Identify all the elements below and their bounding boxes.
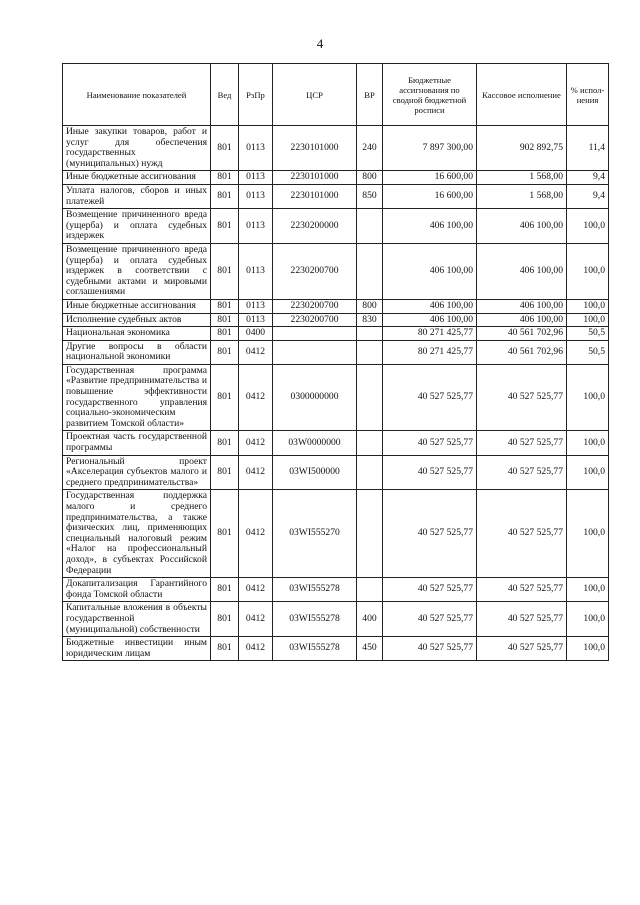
cell-fact: 1 568,00 <box>477 171 567 185</box>
cell-rzpr: 0412 <box>239 602 273 637</box>
cell-vr <box>357 327 383 341</box>
cell-vr: 800 <box>357 299 383 313</box>
cell-name: Исполнение судебных актов <box>63 313 211 327</box>
cell-vr: 850 <box>357 184 383 208</box>
table-row <box>63 578 609 602</box>
cell-rzpr: 0412 <box>239 340 273 364</box>
cell-name: Капитальные вложения в объекты государственной (муниципальной) собственности <box>63 602 211 637</box>
cell-rzpr: 0412 <box>239 455 273 490</box>
cell-fact: 406 100,00 <box>477 209 567 244</box>
cell-csr: 03WI555278 <box>273 637 357 661</box>
table-body <box>63 126 609 661</box>
cell-name: Проектная часть государственной программы <box>63 431 211 455</box>
page-number: 4 <box>316 36 324 51</box>
cell-ved: 801 <box>211 431 239 455</box>
table-row <box>63 431 609 455</box>
table-row <box>63 126 609 171</box>
cell-pct: 100,0 <box>567 364 609 431</box>
table-row <box>63 340 609 364</box>
cell-fact: 40 527 525,77 <box>477 578 567 602</box>
cell-rzpr: 0113 <box>239 299 273 313</box>
cell-vr: 240 <box>357 126 383 171</box>
table-row <box>63 209 609 244</box>
cell-csr <box>273 327 357 341</box>
cell-rzpr: 0113 <box>239 243 273 299</box>
cell-pct: 100,0 <box>567 209 609 244</box>
cell-fact: 406 100,00 <box>477 299 567 313</box>
cell-pct: 100,0 <box>567 299 609 313</box>
table-row <box>63 364 609 431</box>
cell-fact: 40 527 525,77 <box>477 637 567 661</box>
header-pct: % испол-нения <box>567 64 609 126</box>
cell-rzpr: 0113 <box>239 209 273 244</box>
cell-fact: 40 527 525,77 <box>477 455 567 490</box>
cell-csr: 0300000000 <box>273 364 357 431</box>
cell-ved: 801 <box>211 490 239 578</box>
cell-plan: 16 600,00 <box>383 171 477 185</box>
cell-plan: 40 527 525,77 <box>383 455 477 490</box>
header-name: Наименование показателей <box>63 64 211 126</box>
cell-plan: 16 600,00 <box>383 184 477 208</box>
cell-name: Другие вопросы в области национальной экономики <box>63 340 211 364</box>
cell-pct: 100,0 <box>567 431 609 455</box>
cell-ved: 801 <box>211 243 239 299</box>
cell-pct: 100,0 <box>567 602 609 637</box>
cell-fact: 406 100,00 <box>477 313 567 327</box>
cell-ved: 801 <box>211 171 239 185</box>
cell-vr: 450 <box>357 637 383 661</box>
table-row <box>63 171 609 185</box>
cell-pct: 9,4 <box>567 184 609 208</box>
cell-plan: 7 897 300,00 <box>383 126 477 171</box>
cell-name: Возмещение причиненного вреда (ущерба) и оплата судебных издержек в соответствии с судебными актами и мировыми соглашениями <box>63 243 211 299</box>
cell-plan: 406 100,00 <box>383 313 477 327</box>
cell-ved: 801 <box>211 313 239 327</box>
cell-csr: 2230200700 <box>273 243 357 299</box>
cell-fact: 40 527 525,77 <box>477 490 567 578</box>
cell-rzpr: 0412 <box>239 431 273 455</box>
cell-pct: 100,0 <box>567 455 609 490</box>
cell-plan: 40 527 525,77 <box>383 637 477 661</box>
header-ved: Вед <box>211 64 239 126</box>
cell-plan: 406 100,00 <box>383 243 477 299</box>
table-row <box>63 637 609 661</box>
table-row <box>63 243 609 299</box>
cell-vr <box>357 364 383 431</box>
cell-fact: 40 527 525,77 <box>477 602 567 637</box>
cell-pct: 50,5 <box>567 340 609 364</box>
cell-csr <box>273 340 357 364</box>
cell-vr: 400 <box>357 602 383 637</box>
cell-csr: 03WI555270 <box>273 490 357 578</box>
cell-ved: 801 <box>211 455 239 490</box>
cell-csr: 2230101000 <box>273 171 357 185</box>
cell-name: Государственная поддержка малого и среднего предпринимательства, а также физических лиц, применяющих специальный налоговый режим «Налог на профессиональный доход», в субъектах Российской Федерации <box>63 490 211 578</box>
table-row <box>63 490 609 578</box>
cell-pct: 11,4 <box>567 126 609 171</box>
header-rzpr: РзПр <box>239 64 273 126</box>
cell-ved: 801 <box>211 637 239 661</box>
cell-plan: 40 527 525,77 <box>383 578 477 602</box>
cell-csr: 03WI555278 <box>273 602 357 637</box>
cell-vr <box>357 455 383 490</box>
cell-name: Региональный проект «Акселерация субъектов малого и среднего предпринимательства» <box>63 455 211 490</box>
cell-rzpr: 0113 <box>239 171 273 185</box>
table-row <box>63 602 609 637</box>
cell-ved: 801 <box>211 209 239 244</box>
cell-ved: 801 <box>211 340 239 364</box>
table-row <box>63 299 609 313</box>
cell-fact: 902 892,75 <box>477 126 567 171</box>
cell-rzpr: 0113 <box>239 126 273 171</box>
header-plan: Бюджетные ассигнования по сводной бюджетной росписи <box>383 64 477 126</box>
budget-execution-table <box>62 63 609 661</box>
cell-plan: 406 100,00 <box>383 299 477 313</box>
cell-pct: 100,0 <box>567 637 609 661</box>
cell-vr <box>357 431 383 455</box>
cell-name: Национальная экономика <box>63 327 211 341</box>
cell-vr <box>357 340 383 364</box>
cell-csr: 03WI555278 <box>273 578 357 602</box>
cell-pct: 100,0 <box>567 313 609 327</box>
cell-name: Возмещение причиненного вреда (ущерба) и оплата судебных издержек <box>63 209 211 244</box>
cell-csr: 03WI500000 <box>273 455 357 490</box>
cell-name: Докапитализация Гарантийного фонда Томской области <box>63 578 211 602</box>
cell-csr: 2230101000 <box>273 126 357 171</box>
cell-pct: 9,4 <box>567 171 609 185</box>
cell-ved: 801 <box>211 184 239 208</box>
table-row <box>63 313 609 327</box>
cell-rzpr: 0113 <box>239 184 273 208</box>
cell-fact: 40 527 525,77 <box>477 431 567 455</box>
cell-csr: 2230101000 <box>273 184 357 208</box>
header-fact: Кассовое исполнение <box>477 64 567 126</box>
cell-ved: 801 <box>211 602 239 637</box>
cell-plan: 40 527 525,77 <box>383 364 477 431</box>
cell-plan: 40 527 525,77 <box>383 602 477 637</box>
table-row <box>63 455 609 490</box>
header-vr: ВР <box>357 64 383 126</box>
table-header <box>63 64 609 126</box>
cell-vr <box>357 209 383 244</box>
cell-plan: 80 271 425,77 <box>383 340 477 364</box>
cell-fact: 40 527 525,77 <box>477 364 567 431</box>
cell-fact: 1 568,00 <box>477 184 567 208</box>
cell-vr: 800 <box>357 171 383 185</box>
cell-vr: 830 <box>357 313 383 327</box>
cell-ved: 801 <box>211 364 239 431</box>
cell-plan: 406 100,00 <box>383 209 477 244</box>
cell-csr: 03W0000000 <box>273 431 357 455</box>
cell-pct: 100,0 <box>567 490 609 578</box>
cell-rzpr: 0412 <box>239 578 273 602</box>
cell-rzpr: 0412 <box>239 490 273 578</box>
cell-fact: 40 561 702,96 <box>477 327 567 341</box>
cell-pct: 100,0 <box>567 243 609 299</box>
header-csr: ЦСР <box>273 64 357 126</box>
cell-csr: 2230200700 <box>273 313 357 327</box>
cell-name: Бюджетные инвестиции иным юридическим лицам <box>63 637 211 661</box>
cell-pct: 50,5 <box>567 327 609 341</box>
cell-name: Иные бюджетные ассигнования <box>63 299 211 313</box>
cell-plan: 40 527 525,77 <box>383 490 477 578</box>
cell-fact: 406 100,00 <box>477 243 567 299</box>
cell-rzpr: 0412 <box>239 637 273 661</box>
table-row <box>63 327 609 341</box>
cell-name: Иные бюджетные ассигнования <box>63 171 211 185</box>
cell-vr <box>357 243 383 299</box>
cell-fact: 40 561 702,96 <box>477 340 567 364</box>
cell-vr <box>357 490 383 578</box>
cell-rzpr: 0113 <box>239 313 273 327</box>
cell-rzpr: 0412 <box>239 364 273 431</box>
cell-plan: 40 527 525,77 <box>383 431 477 455</box>
cell-csr: 2230200000 <box>273 209 357 244</box>
cell-vr <box>357 578 383 602</box>
table-row <box>63 184 609 208</box>
cell-name: Иные закупки товаров, работ и услуг для обеспечения государственных (муниципальных) нужд <box>63 126 211 171</box>
cell-ved: 801 <box>211 299 239 313</box>
cell-pct: 100,0 <box>567 578 609 602</box>
cell-ved: 801 <box>211 327 239 341</box>
cell-ved: 801 <box>211 578 239 602</box>
cell-rzpr: 0400 <box>239 327 273 341</box>
cell-ved: 801 <box>211 126 239 171</box>
cell-csr: 2230200700 <box>273 299 357 313</box>
cell-plan: 80 271 425,77 <box>383 327 477 341</box>
cell-name: Уплата налогов, сборов и иных платежей <box>63 184 211 208</box>
cell-name: Государственная программа «Развитие предпринимательства и повышение эффективности государственного управления социально-экономическим развитием Томской области» <box>63 364 211 431</box>
